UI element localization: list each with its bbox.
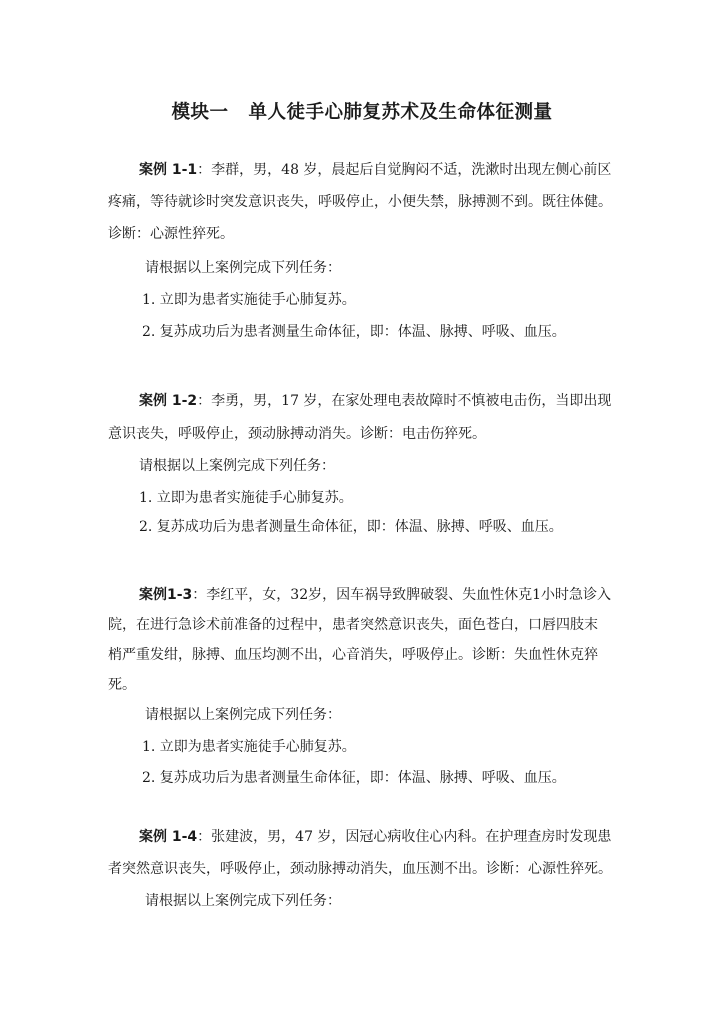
case-1-2-task-2: 2. 复苏成功后为患者测量生命体征，即：体温、脉搏、呼吸、血压。 xyxy=(139,519,563,535)
case-1-3-line-4: 死。 xyxy=(108,677,136,693)
case-1-2-prompt: 请根据以上案例完成下列任务： xyxy=(139,458,335,474)
case-1-2-line-1: 案例 1-2：李勇，男，17 岁，在家处理电表故障时不慎被电击伤，当即出现 xyxy=(139,393,612,409)
case-1-1-prompt: 请根据以上案例完成下列任务： xyxy=(145,260,341,276)
case-1-4-line-1: 案例 1-4：张建波，男，47 岁，因冠心病收住心内科。在护理查房时发现患 xyxy=(139,829,612,845)
case-1-1-line-1: 案例 1-1：李群，男，48 岁，晨起后自觉胸闷不适，洗漱时出现左侧心前区 xyxy=(139,162,612,178)
case-1-1-line-2: 疼痛，等待就诊时突发意识丧失，呼吸停止，小便失禁，脉搏测不到。既往体健。 xyxy=(108,194,612,210)
module-number: 模块一 xyxy=(171,102,229,123)
case-1-3-label: 案例1-3 xyxy=(139,587,193,603)
case-1-3-line-1: 案例1-3：李红平，女，32岁，因车祸导致脾破裂、失血性休克1小时急诊入 xyxy=(139,587,612,603)
case-1-2-label: 案例 1-2 xyxy=(139,393,198,409)
case-1-1-task-1: 1. 立即为患者实施徒手心肺复苏。 xyxy=(142,292,356,308)
case-1-1-label: 案例 1-1 xyxy=(139,162,198,178)
case-1-3-prompt: 请根据以上案例完成下列任务： xyxy=(145,707,341,723)
case-1-3-line-3: 梢严重发绀，脉搏、血压均测不出，心音消失，呼吸停止。诊断：失血性休克猝 xyxy=(108,647,598,663)
module-title: 单人徒手心肺复苏术及生命体征测量 xyxy=(248,102,553,123)
case-1-3-line-2: 院，在进行急诊术前准备的过程中，患者突然意识丧失，面色苍白，口唇四肢末 xyxy=(108,617,598,633)
case-1-3-task-1: 1. 立即为患者实施徒手心肺复苏。 xyxy=(142,739,356,755)
case-1-2-task-1: 1. 立即为患者实施徒手心肺复苏。 xyxy=(139,490,353,506)
page-title xyxy=(0,98,724,124)
case-1-4-label: 案例 1-4 xyxy=(139,829,198,845)
case-1-4-line-2: 者突然意识丧失，呼吸停止，颈动脉搏动消失，血压测不出。诊断：心源性猝死。 xyxy=(108,861,612,877)
case-1-1-line-3: 诊断：心源性猝死。 xyxy=(108,226,234,242)
case-1-3-task-2: 2. 复苏成功后为患者测量生命体征，即：体温、脉搏、呼吸、血压。 xyxy=(142,770,566,786)
case-1-2-line-2: 意识丧失，呼吸停止，颈动脉搏动消失。诊断：电击伤猝死。 xyxy=(108,426,486,442)
case-1-4-prompt: 请根据以上案例完成下列任务： xyxy=(145,893,341,909)
case-1-1-task-2: 2. 复苏成功后为患者测量生命体征，即：体温、脉搏、呼吸、血压。 xyxy=(142,324,566,340)
